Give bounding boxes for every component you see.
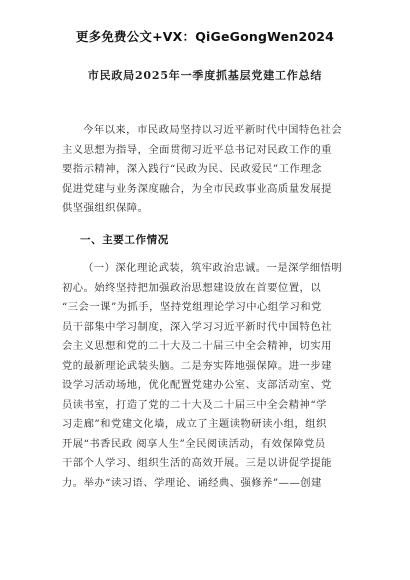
paragraph-line: 设学习活动场地，优化配置党建办公室、支部活动室、党 [62,379,332,391]
section1-paragraph [62,259,362,493]
paragraph-line: 初心。始终坚持把加强政治思想建设放在首要位置，以 [62,281,322,294]
paragraph-line: 开展“书香民政 阅享人生”全民阅读活动，有效保障党员 [62,437,326,450]
paragraph-line: 主义思想为指导，全面贯彻习近平总书记对民政工作的重 [62,143,332,156]
intro-paragraph [62,121,362,219]
paragraph-line: “三会一课”为抓手，坚持党组理论学习中心组学习和党 [62,301,322,313]
document-title: 市民政局2025年一季度抓基层党建工作总结 [87,69,323,82]
paragraph-line: 力。举办“读习语、学理论、诵经典、强修养”——创建 [62,476,322,489]
paragraph-line: 干部个人学习、组织生活的高效开展。三是以讲促学提能 [62,457,332,469]
paragraph-line: 促进党建与业务深度融合，为全市民政事业高质量发展提 [62,182,332,195]
paragraph-line: 员读书室，打造了党的二十大及二十届三中全会精神“学 [62,398,327,411]
section-heading: 一、主要工作情况 [80,234,169,246]
paragraph-line: 要指示精神，深入践行“民政为民、民政爱民”工作理念 [62,163,322,175]
paragraph-line: 党的最新理论武装头脑。二是夯实阵地强保障。进一步建 [62,359,332,372]
paragraph-line: （一）深化理论武装，筑牢政治忠诚。一是深学细悟明 [83,262,343,274]
paragraph-line: 今年以来，市民政局坚持以习近平新时代中国特色社会 [83,124,343,136]
paragraph-line: 供坚强组织保障。 [62,202,149,214]
paragraph-line: 员干部集中学习制度，深入学习习近平新时代中国特色社 [62,320,332,333]
paragraph-line: 会主义思想和党的二十大及二十届三中全会精神，切实用 [62,340,332,352]
promo-header: 更多免费公文+VX：QiGeGongWen2024 [75,29,335,44]
paragraph-line: 习走廊”和党建文化墙，成立了主题读物研读小组，组织 [62,418,327,430]
